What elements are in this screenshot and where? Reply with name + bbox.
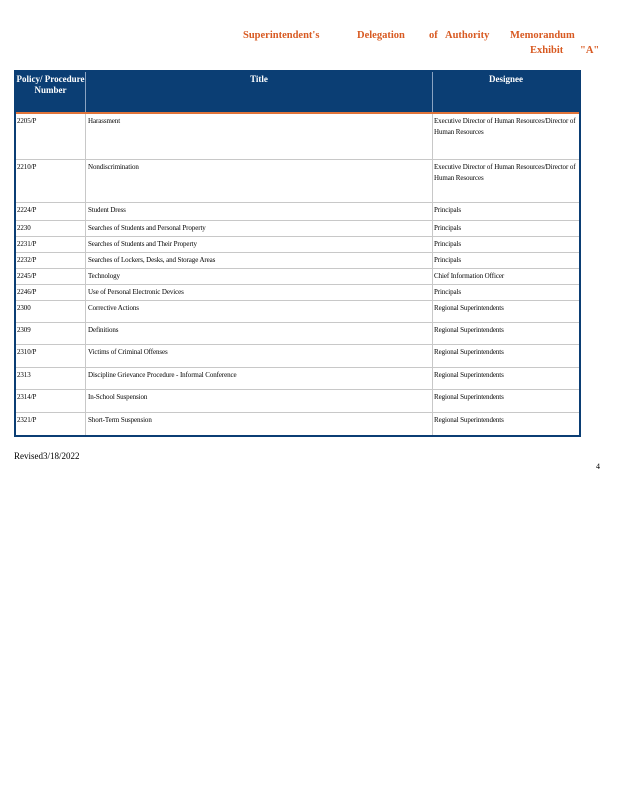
table-row [16,203,579,221]
cell-title: Victims of Criminal Offenses [86,345,433,367]
cell-title: Searches of Students and Personal Property [86,221,433,236]
header-word: Superintendent's [243,30,320,41]
header-word: Authority [445,30,490,41]
cell-policy-number: 2210/P [16,160,86,202]
table-header-row [16,72,579,114]
table-row [16,301,579,323]
table-row [16,413,579,435]
cell-title: Searches of Lockers, Desks, and Storage Areas [86,253,433,268]
cell-title: Use of Personal Electronic Devices [86,285,433,300]
cell-designee: Principals [434,206,461,214]
column-header-designee: Designee [489,74,523,84]
header-word: of [429,30,438,41]
cell-designee: Regional Superintendents [434,348,504,356]
cell-title: Corrective Actions [86,301,433,322]
table-row [16,221,579,237]
cell-title: Short-Term Suspension [86,413,433,435]
cell-title: Student Dress [86,203,433,220]
cell-designee: Executive Director of Human Resources/Director of Human Resources [434,163,576,182]
header-word: Delegation [357,30,405,41]
cell-policy-number: 2246/P [16,285,86,300]
cell-title: Discipline Grievance Procedure - Informal Conference [86,368,433,389]
cell-policy-number: 2300 [16,301,86,322]
page-number: 4 [596,462,600,471]
cell-designee: Principals [434,256,461,264]
cell-designee: Executive Director of Human Resources/Director of Human Resources [434,117,576,136]
cell-policy-number: 2230 [16,221,86,236]
table-row [16,285,579,301]
table-row [16,114,579,160]
header-word: Memorandum [510,30,575,41]
cell-designee: Chief Information Officer [434,272,505,280]
cell-designee: Principals [434,240,461,248]
column-header-title: Title [86,72,433,112]
cell-title: Technology [86,269,433,284]
cell-designee: Regional Superintendents [434,371,504,379]
cell-policy-number: 2245/P [16,269,86,284]
revised-label: Revised [14,451,43,461]
revised-note [14,451,80,461]
table-row [16,323,579,345]
cell-policy-number: 2232/P [16,253,86,268]
cell-policy-number: 2309 [16,323,86,344]
cell-title: Nondiscrimination [86,160,433,202]
table-row [16,269,579,285]
cell-title: Harassment [86,114,433,159]
table-row [16,237,579,253]
table-row [16,160,579,203]
cell-designee: Principals [434,288,461,296]
header-word: Exhibit [530,45,564,56]
revised-date: 3/18/2022 [43,451,80,461]
table-row [16,253,579,269]
cell-policy-number: 2231/P [16,237,86,252]
cell-policy-number: 2224/P [16,203,86,220]
column-header-policy-number: Policy/ Procedure Number [16,72,86,112]
table-row [16,368,579,390]
cell-policy-number: 2321/P [16,413,86,435]
cell-policy-number: 2310/P [16,345,86,367]
cell-title: In-School Suspension [86,390,433,412]
cell-policy-number: 2314/P [16,390,86,412]
header-word: "A" [580,45,600,56]
cell-designee: Principals [434,224,461,232]
cell-policy-number: 2313 [16,368,86,389]
cell-designee: Regional Superintendents [434,326,504,334]
delegation-table [14,70,581,437]
cell-designee: Regional Superintendents [434,393,504,401]
table-row [16,390,579,413]
table-body [16,114,579,435]
cell-designee: Regional Superintendents [434,416,504,424]
table-row [16,345,579,368]
cell-designee: Regional Superintendents [434,304,504,312]
cell-title: Searches of Students and Their Property [86,237,433,252]
cell-policy-number: 2205/P [16,114,86,159]
cell-title: Definitions [86,323,433,344]
